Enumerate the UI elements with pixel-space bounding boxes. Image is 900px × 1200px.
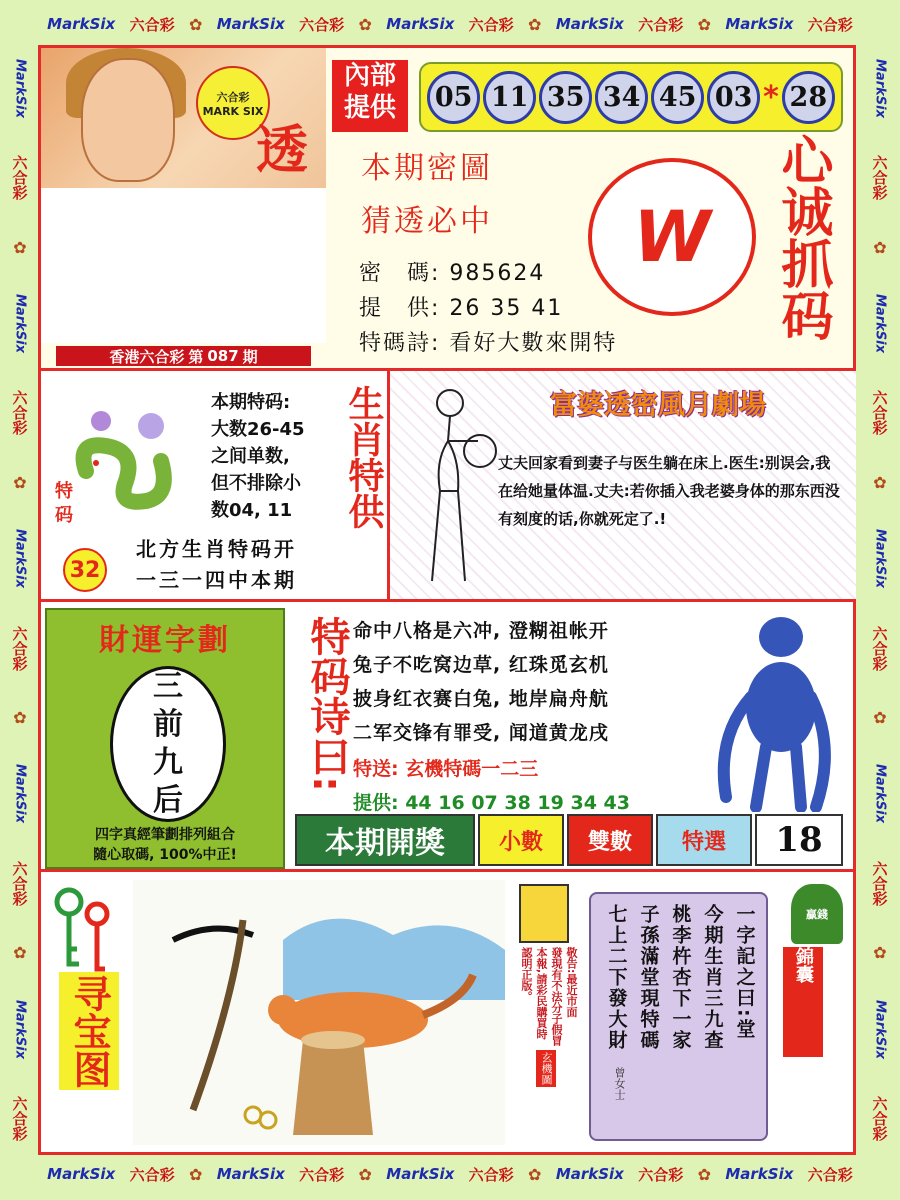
info-line: 数04, 11 (211, 500, 293, 521)
flower-icon: ✿ (13, 237, 27, 257)
flower-icon: ✿ (358, 14, 372, 34)
brand-mark: MarkSix (12, 764, 28, 824)
tou-char: 透 (256, 120, 309, 181)
code-label: 密 碼: (359, 261, 441, 286)
treasure-title: 寻宝图 (59, 972, 119, 1090)
info-line: 之间单数, (211, 446, 290, 467)
brand-cn: 六合彩 (10, 1096, 29, 1142)
ball-2: 11 (483, 71, 536, 124)
cards-icon (519, 884, 569, 943)
signature: 曾女士 (613, 1067, 626, 1100)
issue-prefix: 香港六合彩 (109, 347, 185, 366)
flower-icon: ✿ (697, 1164, 711, 1184)
special-send: 特送: 玄機特碼一二三 (353, 758, 539, 780)
oval-char: 九 (153, 745, 183, 780)
brand-mark: MarkSix (386, 1165, 455, 1183)
poem-line: 披身红衣赛白兔, 地岸扁舟航 (353, 688, 609, 710)
brand-cn: 六合彩 (468, 1165, 514, 1184)
draw-number: 18 (755, 814, 843, 866)
insider-line2: 提供 (343, 93, 396, 123)
border-top (40, 10, 860, 38)
flower-icon: ✿ (188, 1164, 203, 1184)
brand-cn: 六合彩 (10, 860, 29, 906)
keys-icon (49, 884, 119, 974)
brand-mark: MarkSix (872, 58, 888, 118)
flower-icon: ✿ (873, 708, 887, 728)
flower-icon: ✿ (188, 14, 203, 34)
brand-cn: 六合彩 (807, 15, 853, 34)
north-line: 一三一四中本期 (136, 568, 297, 592)
ball-5: 45 (651, 71, 704, 124)
flower-icon: ✿ (873, 472, 887, 492)
flower-icon: ✿ (13, 708, 27, 728)
insider-box (332, 60, 408, 132)
draw-result-bar (295, 814, 851, 866)
issue-number: 087 (207, 347, 239, 365)
brand-cn: 六合彩 (870, 860, 889, 906)
code-value: 985624 (449, 261, 546, 286)
mitu-title: 本期密圖 (361, 151, 493, 186)
brand-cn: 六合彩 (10, 390, 29, 436)
draw-small: 小數 (478, 814, 564, 866)
oval-char: 后 (153, 783, 183, 818)
provide-label: 提 供: (359, 296, 441, 321)
provide-value: 26 35 41 (449, 296, 564, 321)
fortune-foot-line: 隨心取碼, 100%中正! (93, 847, 237, 863)
brand-mark: MarkSix (12, 58, 28, 118)
poem-line: 兔子不吃窝边草, 红珠觅玄机 (353, 654, 609, 676)
brand-mark: MarkSix (555, 15, 624, 33)
brand-cn: 六合彩 (10, 155, 29, 201)
brand-cn: 六合彩 (129, 1165, 175, 1184)
flower-icon: ✿ (13, 472, 27, 492)
brand-mark: MarkSix (47, 15, 116, 33)
flower-icon: ✿ (528, 14, 542, 34)
number-badge: 32 (63, 548, 107, 592)
theatre-title: 富婆透密風月劇場 (550, 390, 766, 421)
brand-mark: MarkSix (12, 999, 28, 1059)
poem-line: 命中八格是六冲, 澄糊祖帐开 (353, 620, 609, 642)
treasure-illustration (133, 880, 505, 1145)
notice-col: 發現有不法分子假冒 (550, 947, 563, 1046)
star-icon: * (763, 79, 779, 115)
draw-select: 特選 (656, 814, 752, 866)
ball-4: 34 (595, 71, 648, 124)
issue-banner (56, 346, 311, 366)
theatre-panel (387, 371, 856, 599)
oval-char: 三 (153, 669, 183, 704)
ball-3: 35 (539, 71, 592, 124)
flower-icon: ✿ (873, 943, 887, 963)
joke-text: 丈夫回家看到妻子与医生躺在床上.医生:别误会,我在给她量体温.丈夫:若你插入我老婆身体的那东西没有刻度的话,你就死定了.! (498, 454, 840, 528)
brand-cn: 六合彩 (870, 390, 889, 436)
monkey-illustration (696, 607, 846, 812)
blank-panel (41, 188, 326, 343)
brand-cn: 六合彩 (129, 15, 175, 34)
provide-row (359, 291, 563, 322)
provide-numbers: 提供: 44 16 07 38 19 34 43 (353, 792, 630, 814)
badge-bottom-text: MARK SIX (202, 104, 264, 118)
scroll-panel (589, 892, 768, 1141)
model-photo (41, 48, 326, 188)
header-section (41, 48, 853, 368)
brand-mark: MarkSix (872, 999, 888, 1059)
notice-col: 本報,請彩民購買時 (535, 947, 548, 1040)
scroll-col: 七上二下發大財 (605, 904, 628, 1051)
scroll-col: 桃李杵杏下一家 (669, 904, 692, 1051)
fortune-title: 財運字劃 (99, 623, 231, 658)
snake-illustration (66, 401, 186, 521)
north-lines (136, 534, 297, 596)
border-left (4, 40, 36, 1160)
issue-mid: 第 (188, 347, 204, 366)
brand-cn: 六合彩 (299, 15, 345, 34)
scroll-col: 一字記之曰:堂 (733, 904, 756, 1040)
fortune-box (45, 608, 285, 869)
brand-mark: MarkSix (216, 15, 285, 33)
oval-char: 前 (153, 707, 183, 742)
info-line: 本期特码: (211, 392, 291, 413)
poem-lines (353, 614, 683, 750)
info-line: 但不排除小 (211, 473, 301, 494)
special-ball: 28 (782, 71, 835, 124)
brand-mark: MarkSix (872, 293, 888, 353)
border-bottom (40, 1160, 860, 1188)
flower-icon: ✿ (358, 1164, 372, 1184)
fortune-foot-line: 四字真經筆劃排列組合 (95, 827, 235, 843)
brand-mark: MarkSix (12, 529, 28, 589)
lady-illustration (410, 381, 500, 591)
brand-mark: MarkSix (725, 15, 794, 33)
brand-cn: 六合彩 (638, 1165, 684, 1184)
brand-mark: MarkSix (12, 293, 28, 353)
ball-1: 05 (427, 71, 480, 124)
zodiac-info (211, 389, 341, 524)
brand-cn: 六合彩 (870, 625, 889, 671)
money-bag-icon: 贏錢 (791, 884, 843, 944)
flower-icon: ✿ (697, 14, 711, 34)
guess-line: 猜透必中 (361, 204, 493, 239)
xincheng-title: 心诚抓码 (772, 133, 832, 341)
flower-icon: ✿ (873, 237, 887, 257)
brand-mark: MarkSix (872, 529, 888, 589)
border-right (864, 40, 896, 1160)
info-line: 大数26-45 (211, 419, 305, 440)
fortune-oval (110, 666, 226, 822)
poem-section (41, 602, 853, 869)
jinnang-label (783, 947, 823, 1057)
result-balls (419, 62, 843, 132)
fortune-footer (47, 825, 283, 865)
tema-label: 特码 (52, 481, 73, 529)
brand-cn: 六合彩 (299, 1165, 345, 1184)
draw-even: 雙數 (567, 814, 653, 866)
mystery-glyph-circle (588, 158, 756, 316)
brand-cn: 六合彩 (638, 15, 684, 34)
brand-cn: 六合彩 (468, 15, 514, 34)
zodiac-vertical-title: 生肖特供 (343, 385, 384, 529)
notice-col: 認明正版。 (520, 947, 533, 1002)
poem-head: 特码诗曰: (304, 616, 350, 792)
poem-row (359, 326, 617, 357)
code-row (359, 256, 545, 287)
issue-suffix: 期 (242, 347, 258, 366)
north-line: 北方生肖特码开 (136, 537, 297, 561)
poem-value: 看好大數來開特 (449, 331, 618, 356)
brand-cn: 六合彩 (807, 1165, 853, 1184)
brand-mark: MarkSix (555, 1165, 624, 1183)
scroll-col: 子孫滿堂現特碼 (637, 904, 660, 1051)
brand-cn: 六合彩 (10, 625, 29, 671)
notice-col: 敬告:最近市面 (565, 947, 578, 1018)
flower-icon: ✿ (13, 943, 27, 963)
draw-label: 本期開獎 (295, 814, 475, 866)
brand-mark: MarkSix (386, 15, 455, 33)
brand-mark: MarkSix (47, 1165, 116, 1183)
flower-icon: ✿ (528, 1164, 542, 1184)
ball-6: 03 (707, 71, 760, 124)
xuanji-label: 玄機圖 (536, 1050, 556, 1087)
poem-line: 二军交锋有罪受, 闻道黄龙戌 (353, 722, 609, 744)
poem-label: 特碼詩: (359, 331, 441, 356)
brand-cn: 六合彩 (870, 1096, 889, 1142)
treasure-section (41, 872, 853, 1152)
brand-mark: MarkSix (725, 1165, 794, 1183)
jinnang-text: 錦囊 (793, 947, 814, 983)
brand-cn: 六合彩 (870, 155, 889, 201)
scroll-col: 今期生肖三九查 (701, 904, 724, 1051)
brand-mark: MarkSix (216, 1165, 285, 1183)
brand-mark: MarkSix (872, 764, 888, 824)
badge-top-text: 六合彩 (216, 90, 250, 104)
face-shape (81, 58, 175, 182)
insider-line1: 內部 (343, 61, 396, 91)
zodiac-section (41, 371, 853, 599)
mystery-glyph: W (633, 196, 711, 278)
